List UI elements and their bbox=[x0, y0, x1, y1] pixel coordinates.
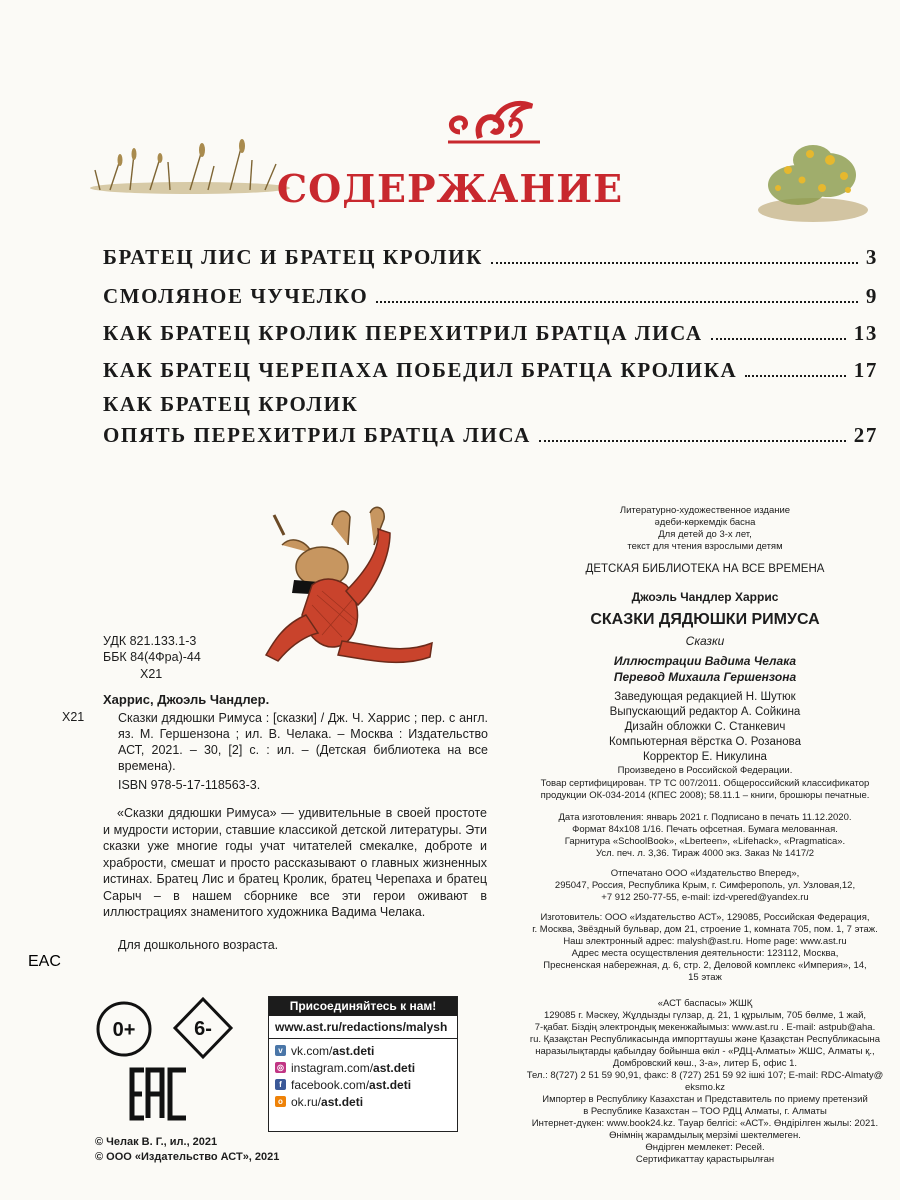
social-link-instagram[interactable] bbox=[269, 1059, 457, 1076]
page-title: СОДЕРЖАНИЕ bbox=[276, 166, 624, 211]
age-rating-0-badge bbox=[95, 1000, 153, 1058]
social-link-handle: ast.deti bbox=[321, 1094, 364, 1109]
toc-entry-title-line1: КАК БРАТЕЦ КРОЛИК bbox=[103, 392, 359, 416]
imprint-line: Гарнитура «SchoolBook», «Lberteen», «Lifehack», «Pragmatica». bbox=[564, 836, 846, 847]
imprint-line: 295047, Россия, Республика Крым, г. Симферополь, ул. Узловая,12, bbox=[554, 880, 856, 891]
toc-entry-page: 13 bbox=[853, 321, 878, 345]
publisher-url-link[interactable]: www.ast.ru/redactions/malysh bbox=[269, 1016, 457, 1039]
imprint-line: Адрес места осуществления деятельности: 123112, Москва, bbox=[571, 948, 839, 959]
ok-icon: o bbox=[275, 1096, 286, 1107]
imprint-line: в Республике Казахстан – ТОО РДЦ Алматы, г. Алматы bbox=[583, 1106, 827, 1117]
toc-leader-dots bbox=[539, 440, 846, 442]
imprint-line: Отпечатано ООО «Издательство Вперед», bbox=[610, 868, 800, 879]
age-rating-0-label: 0+ bbox=[112, 1019, 136, 1041]
toc-entry-page: 17 bbox=[853, 358, 878, 382]
imprint-line: продукции ОК-034-2014 (КПЕС 2008); 58.11.1 – книги, брошюры печатные. bbox=[540, 790, 870, 801]
social-link-prefix: vk.com/ bbox=[291, 1043, 333, 1058]
imprint-line: Изготовитель: ООО «Издательство АСТ», 129085, Российская Федерация, bbox=[540, 912, 870, 923]
age-rating-6-badge bbox=[172, 996, 234, 1060]
ornament-icon bbox=[440, 92, 550, 152]
toc-entry-title: СМОЛЯНОЕ ЧУЧЕЛКО bbox=[103, 284, 369, 308]
toc-leader-dots bbox=[376, 301, 858, 303]
bbk-code: ББК 84(4Фра)-44 bbox=[103, 650, 201, 664]
staff-line: Компьютерная вёрстка О. Розанова bbox=[608, 736, 802, 748]
copyright-illustrator: © Челак В. Г., ил., 2021 bbox=[95, 1136, 218, 1148]
social-header: Присоединяйтесь к нам! bbox=[269, 997, 457, 1016]
toc-entry-page: 27 bbox=[853, 423, 878, 447]
toc-entry[interactable] bbox=[103, 358, 878, 383]
eac-mark-icon bbox=[28, 953, 190, 1122]
imprint-line: eksmo.kz bbox=[684, 1082, 726, 1093]
toc-leader-dots bbox=[491, 262, 858, 264]
imprint-line: әдеби-көркемдік басна bbox=[654, 517, 756, 528]
social-link-ok[interactable] bbox=[269, 1093, 457, 1110]
toc-entry-page: 3 bbox=[865, 245, 878, 269]
print-dates bbox=[520, 812, 890, 860]
udk-code: УДК 821.133.1-3 bbox=[103, 634, 197, 648]
toc-entry-title: КАК БРАТЕЦ ЧЕРЕПАХА ПОБЕДИЛ БРАТЦА КРОЛИКА bbox=[103, 358, 738, 382]
instagram-icon: ◎ bbox=[275, 1062, 286, 1073]
book-title: СКАЗКИ ДЯДЮШКИ РИМУСА bbox=[590, 611, 820, 628]
imprint-line: ru. Қазақстан Республикасында импорттаушы және Қазақстан Республикасына bbox=[529, 1034, 881, 1045]
printer-info bbox=[520, 868, 890, 904]
toc-leader-dots bbox=[711, 338, 846, 340]
social-links-box bbox=[268, 996, 458, 1132]
translation-credit: Перевод Михаила Гершензона bbox=[613, 670, 797, 684]
certification bbox=[520, 778, 890, 802]
imprint-line: Өнімнің жарамдылық мерзімі шектелмеген. bbox=[609, 1130, 801, 1141]
social-link-handle: ast.deti bbox=[373, 1060, 416, 1075]
book-author: Джоэль Чандлер Харрис bbox=[631, 590, 779, 604]
social-link-facebook[interactable] bbox=[269, 1076, 457, 1093]
staff-line: Дизайн обложки С. Станкевич bbox=[624, 721, 786, 733]
imprint-line: Товар сертифицирован. ТР ТС 007/2011. Общероссийский классификатор bbox=[540, 778, 870, 789]
imprint-line: Тел.: 8(727) 2 51 59 90,91, факс: 8 (727) 251 59 92 ішкі 107; E-mail: RDC-Almaty@ bbox=[526, 1070, 884, 1081]
social-link-prefix: instagram.com/ bbox=[291, 1060, 374, 1075]
illustrations-credit: Иллюстрации Вадима Челака bbox=[613, 654, 797, 668]
toc-entry-title: ОПЯТЬ ПЕРЕХИТРИЛ БРАТЦА ЛИСА bbox=[103, 423, 531, 447]
bibliographic-record: Сказки дядюшки Римуса : [сказки] / Дж. Ч. Харрис ; пер. с англ. яз. М. Гершензона ; ил. В. Челака. – Москва : Издательство АСТ, 2021. – 30, [2] с. : ил. – (Детская библиотека на все времена). bbox=[118, 711, 488, 773]
imprint-line: Усл. печ. л. 3,36. Тираж 4000 экз. Заказ № 1417/2 bbox=[595, 848, 815, 859]
annotation: «Сказки дядюшки Римуса» — удивительные в своей простоте и мудрости истории, ставшие классикой детской литературы. Эти сказки уже многие годы учат читателей смекалке, доброте и храбрости, смешат и просто рассказывают о главных жизненных истинах. Братец Лис и братец Кролик, братец Черепаха и братец Сарыч – в нашем сборнике все эти герои оживают в иллюстрациях знаменитого художника Вадима Челака. bbox=[103, 806, 487, 919]
toc-entry[interactable] bbox=[103, 245, 878, 270]
social-link-prefix: facebook.com/ bbox=[291, 1077, 370, 1092]
imprint-line: Өндірген мемлекет: Ресей. bbox=[645, 1142, 765, 1153]
toc-entry-title: КАК БРАТЕЦ КРОЛИК ПЕРЕХИТРИЛ БРАТЦА ЛИСА bbox=[103, 321, 703, 345]
imprint-line: наразылықтарды қабылдау бойынша өкіл - «РДЦ-Алматы» ЖШС, Алматы қ., bbox=[535, 1046, 875, 1057]
author-mark: Х21 bbox=[140, 667, 163, 681]
imprint-line: Литературно-художественное издание bbox=[619, 505, 791, 516]
imprint-line: +7 912 250-77-55, e-mail: izd-vpered@yandex.ru bbox=[601, 892, 809, 903]
toc-entry[interactable] bbox=[103, 284, 878, 309]
facebook-icon: f bbox=[275, 1079, 286, 1090]
toc-entry-title: БРАТЕЦ ЛИС И БРАТЕЦ КРОЛИК bbox=[103, 245, 483, 269]
toc-entry[interactable] bbox=[103, 423, 878, 448]
rabbit-illustration bbox=[262, 505, 442, 670]
imprint-line: Сертификаттау қарастырылған bbox=[635, 1154, 775, 1165]
imprint-line: Формат 84x108 1/16. Печать офсетная. Бумага мелованная. bbox=[572, 824, 838, 835]
imprint-line: 129085 г. Мәскеу, Жұлдызды гүлзар, д. 21, 1 құрылым, 705 бөлме, 1 жай, bbox=[543, 1010, 867, 1021]
age-note: Для дошкольного возраста. bbox=[118, 938, 279, 952]
social-link-handle: ast.deti bbox=[332, 1043, 375, 1058]
imprint-line: «АСТ баспасы» ЖШҚ bbox=[657, 998, 753, 1009]
imprint-line: 7-қабат. Біздің электрондық мекенжайымыз: www.ast.ru . E-mail: astpub@aha. bbox=[534, 1022, 876, 1033]
imprint-line: Импортер в Республику Казахстан и Представитель по приему претензий bbox=[542, 1094, 868, 1105]
imprint-line: 15 этаж bbox=[688, 972, 722, 983]
social-link-handle: ast.deti bbox=[369, 1077, 412, 1092]
importer-info bbox=[520, 1094, 890, 1166]
edition-type bbox=[520, 505, 890, 553]
copyright-publisher: © ООО «Издательство АСТ», 2021 bbox=[95, 1151, 280, 1163]
isbn: ISBN 978-5-17-118563-3. bbox=[118, 778, 261, 792]
imprint-line: Домбровский көш., 3-а», литер Б, офис 1. bbox=[612, 1058, 798, 1069]
imprint-line: Наш электронный адрес: malysh@ast.ru. Home page: www.ast.ru bbox=[563, 936, 847, 947]
imprint-line: текст для чтения взрослыми детям bbox=[627, 541, 783, 552]
imprint-line: Интернет-дүкен: www.book24.kz. Тауар белгісі: «АСТ». Өндірілген жылы: 2021. bbox=[531, 1118, 879, 1129]
eac-mark-text: EAC bbox=[28, 953, 61, 970]
made-in: Произведено в Российской Федерации. bbox=[617, 765, 793, 776]
kazakh-publisher-info bbox=[520, 998, 890, 1094]
toc-leader-dots bbox=[745, 375, 846, 377]
publisher-info bbox=[520, 912, 890, 984]
staff-line: Корректор Е. Никулина bbox=[643, 751, 767, 763]
age-rating-6-label: 6- bbox=[194, 1018, 212, 1040]
imprint-line: Дата изготовления: январь 2021 г. Подписано в печать 11.12.2020. bbox=[558, 812, 852, 823]
imprint-line: г. Москва, Звёздный бульвар, дом 21, строение 1, комната 705, пом. 1, 7 этаж. bbox=[532, 924, 878, 935]
staff-credits bbox=[520, 690, 890, 765]
imprint-line: Для детей до 3-х лет, bbox=[658, 529, 752, 540]
social-link-prefix: ok.ru/ bbox=[291, 1094, 322, 1109]
author-mark-2: Х21 bbox=[62, 710, 85, 724]
series-name: ДЕТСКАЯ БИБЛИОТЕКА НА ВСЕ ВРЕМЕНА bbox=[585, 563, 825, 575]
staff-line: Заведующая редакцией Н. Шутюк bbox=[614, 691, 796, 703]
catalog-author: Харрис, Джоэль Чандлер. bbox=[103, 692, 270, 707]
social-link-vk[interactable] bbox=[269, 1042, 457, 1059]
imprint-line: Пресненская набережная, д. 6, стр. 2, Деловой комплекс «Империя», 14, bbox=[543, 960, 867, 971]
toc-entry[interactable] bbox=[103, 321, 878, 346]
toc-entry-page: 9 bbox=[865, 284, 878, 308]
vk-icon: v bbox=[275, 1045, 286, 1056]
book-subtitle: Сказки bbox=[685, 634, 725, 648]
staff-line: Выпускающий редактор А. Сойкина bbox=[609, 706, 801, 718]
